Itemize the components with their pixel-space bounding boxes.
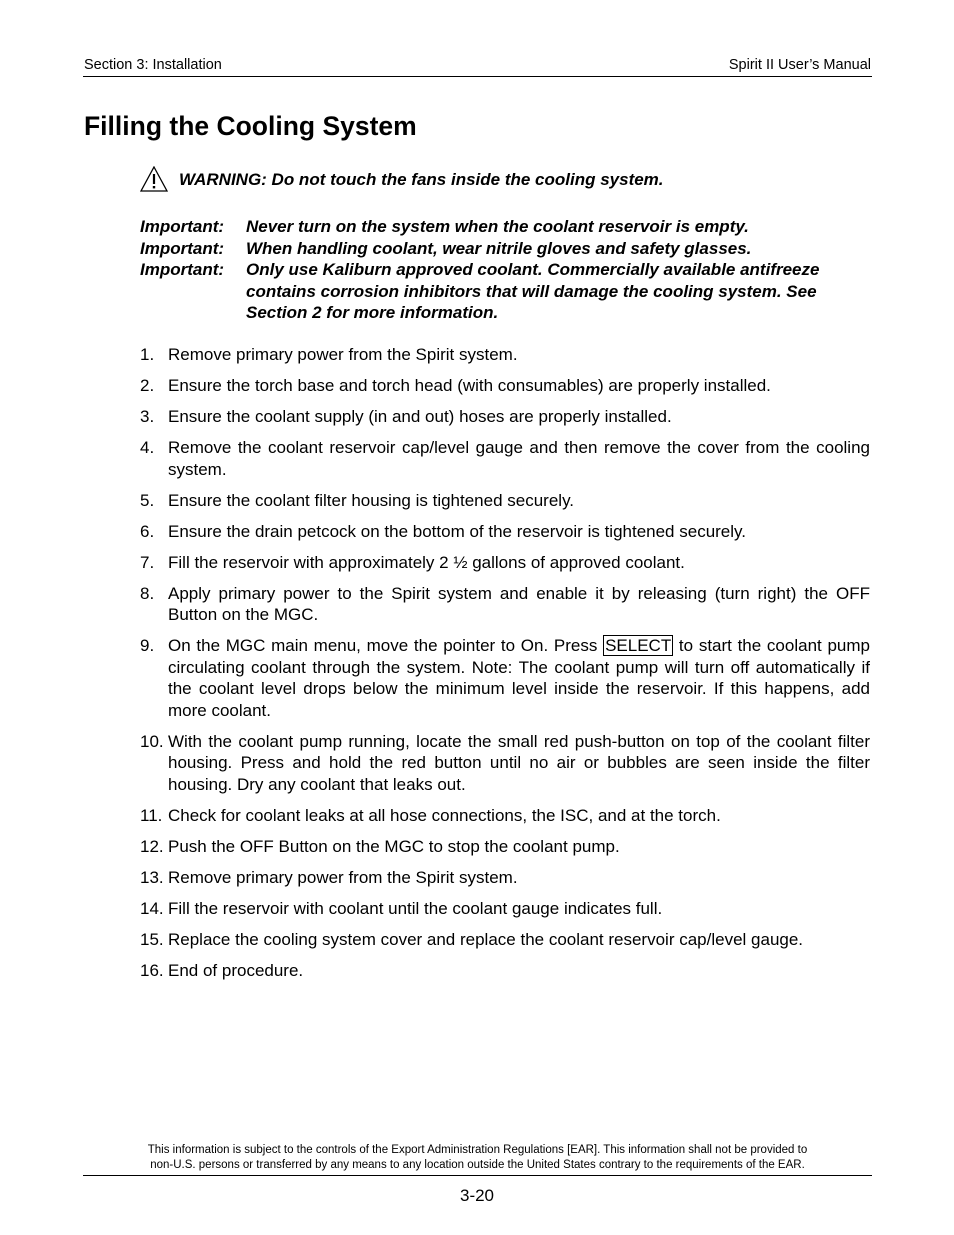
export-notice-line: This information is subject to the controls of the Export Administration Regulations [EAR]. This information shall not be provided to bbox=[147, 1144, 808, 1156]
step-number: 10. bbox=[140, 731, 164, 751]
step-text: Apply primary power to the Spirit system and enable it by releasing (turn right) the OFF Button on the MGC. bbox=[168, 583, 870, 624]
page-title: Filling the Cooling System bbox=[84, 111, 417, 141]
step-text: On the MGC main menu, move the pointer to On. Press bbox=[168, 636, 604, 655]
header-manual-title: Spirit II User’s Manual bbox=[728, 57, 871, 73]
important-text: Only use Kaliburn approved coolant. Commercially available antifreeze contains corrosion inhibitors that will damage the cooling system. See Section 2 for more information. bbox=[246, 260, 820, 322]
step-text: Remove the coolant reservoir cap/level gauge and then remove the cover from the cooling system. bbox=[168, 438, 870, 479]
step-number: 16. bbox=[140, 960, 164, 980]
important-text: Never turn on the system when the coolant reservoir is empty. bbox=[246, 217, 749, 236]
step-text: Fill the reservoir with coolant until the coolant gauge indicates full. bbox=[168, 898, 663, 918]
important-notes bbox=[140, 216, 880, 324]
step-number: 11. bbox=[140, 805, 163, 825]
step-number: 15. bbox=[140, 929, 164, 949]
footer-divider bbox=[83, 1175, 872, 1176]
step-text: Ensure the coolant supply (in and out) hoses are properly installed. bbox=[168, 407, 672, 426]
export-notice-line: non-U.S. persons or transferred by any means to any location outside the United States contrary to the requirements of the EAR. bbox=[150, 1159, 805, 1171]
step-item bbox=[140, 867, 870, 889]
step-item bbox=[140, 836, 870, 858]
warning-triangle-icon bbox=[140, 166, 168, 197]
step-item bbox=[140, 583, 870, 626]
warning-text: WARNING: Do not touch the fans inside the cooling system. bbox=[179, 170, 664, 189]
step-number: 4. bbox=[140, 438, 155, 457]
important-label: Important: bbox=[140, 260, 225, 279]
important-label: Important: bbox=[140, 217, 225, 236]
export-control-notice bbox=[83, 1143, 872, 1173]
step-number: 2. bbox=[140, 376, 155, 395]
step-text: Fill the reservoir with approximately 2 ½ gallons of approved coolant. bbox=[168, 552, 685, 572]
step-number: 3. bbox=[140, 407, 155, 426]
step-text: Remove primary power from the Spirit system. bbox=[168, 345, 518, 364]
step-text: Ensure the torch base and torch head (with consumables) are properly installed. bbox=[168, 376, 771, 395]
step-text: to start the coolant pump circulating coolant through the system. Note: The coolant pump will turn off automatically if the coolant level drops below the minimum level inside the reservoir. If this happens, add more coolant. bbox=[168, 636, 870, 720]
step-number: 9. bbox=[140, 636, 155, 655]
important-label: Important: bbox=[140, 238, 225, 258]
step-text: Push the OFF Button on the MGC to stop the coolant pump. bbox=[168, 836, 620, 856]
step-number: 8. bbox=[140, 583, 155, 603]
select-key-label: SELECT bbox=[605, 636, 672, 655]
important-note bbox=[140, 238, 880, 260]
step-number: 12. bbox=[140, 836, 164, 856]
step-number: 5. bbox=[140, 490, 155, 510]
step-text: With the coolant pump running, locate the small red push-button on top of the coolant filter housing. Press and hold the red button until no air or bubbles are seen inside the filter housing. Dry any coolant that leaks out. bbox=[168, 731, 870, 794]
header-section: Section 3: Installation bbox=[84, 57, 222, 73]
page-header bbox=[83, 55, 872, 77]
step-number: 6. bbox=[140, 521, 155, 541]
step-number: 7. bbox=[140, 552, 155, 572]
step-item bbox=[140, 521, 870, 543]
step-item bbox=[140, 960, 870, 982]
step-item bbox=[140, 490, 870, 512]
step-number: 1. bbox=[140, 345, 155, 364]
step-text: Check for coolant leaks at all hose connections, the ISC, and at the torch. bbox=[168, 805, 721, 825]
warning-callout bbox=[140, 166, 860, 194]
step-item bbox=[140, 375, 870, 397]
step-item bbox=[140, 898, 870, 920]
step-number: 14. bbox=[140, 898, 164, 918]
step-text: Ensure the drain petcock on the bottom of the reservoir is tightened securely. bbox=[168, 521, 746, 541]
step-text: Replace the cooling system cover and replace the coolant reservoir cap/level gauge. bbox=[168, 929, 804, 949]
important-note bbox=[140, 259, 880, 324]
step-item bbox=[140, 731, 870, 796]
step-text: Remove primary power from the Spirit system. bbox=[168, 867, 518, 887]
step-item bbox=[140, 929, 870, 951]
procedure-steps bbox=[140, 344, 870, 991]
step-text: End of procedure. bbox=[168, 960, 304, 980]
step-item bbox=[140, 344, 870, 366]
step-item bbox=[140, 406, 870, 428]
step-item bbox=[140, 552, 870, 574]
step-item bbox=[140, 805, 870, 827]
step-text: Ensure the coolant filter housing is tightened securely. bbox=[168, 490, 575, 510]
page-number: 3-20 bbox=[459, 1186, 495, 1205]
step-number: 13. bbox=[140, 867, 164, 887]
step-item bbox=[140, 437, 870, 480]
important-note bbox=[140, 216, 880, 238]
step-item bbox=[140, 635, 870, 721]
important-text: When handling coolant, wear nitrile gloves and safety glasses. bbox=[246, 238, 752, 258]
